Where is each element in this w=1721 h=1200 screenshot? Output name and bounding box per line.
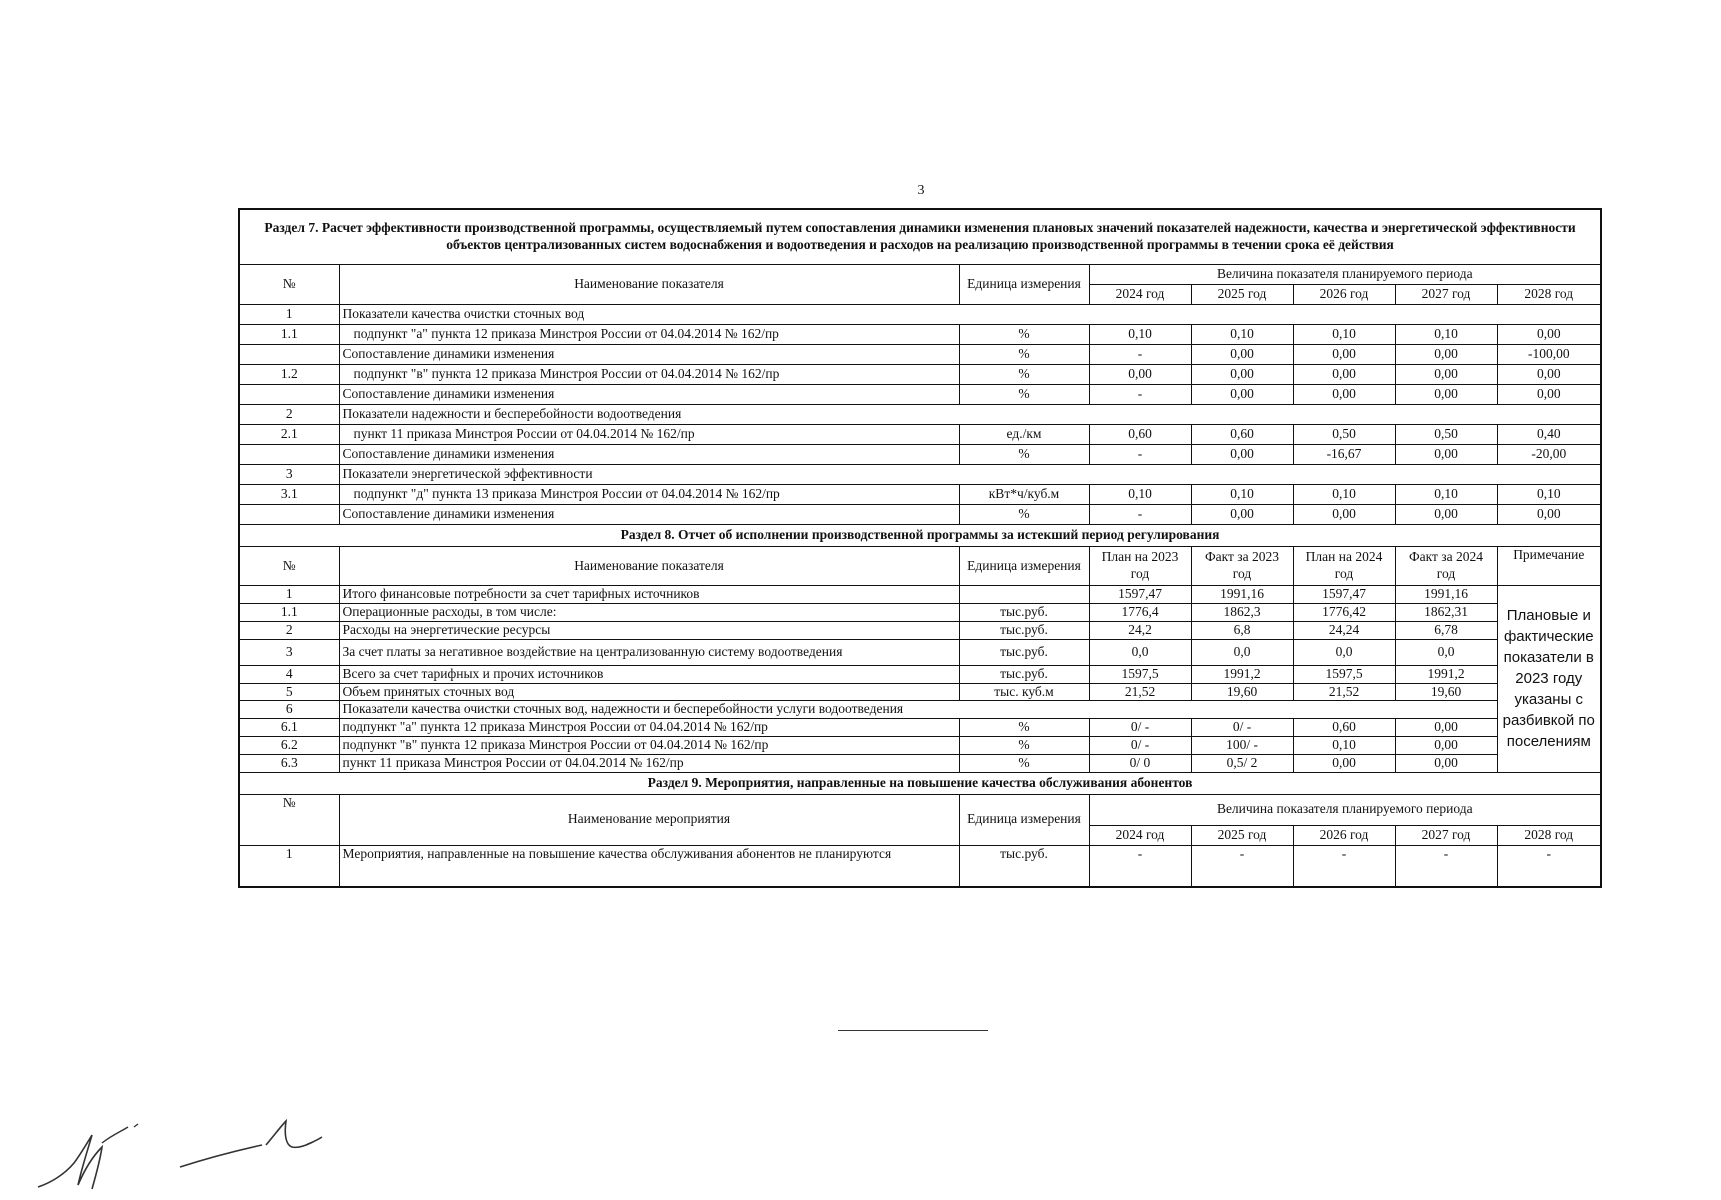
- row-value: 0/ -: [1089, 719, 1191, 737]
- row-value: 0,00: [1497, 325, 1601, 345]
- row-num: 4: [239, 665, 339, 683]
- table-row: [239, 425, 1601, 445]
- row-num: 1: [239, 845, 339, 887]
- row-unit: %: [959, 365, 1089, 385]
- row-value: 21,52: [1089, 683, 1191, 701]
- header-name: Наименование показателя: [339, 547, 959, 586]
- table-row: [239, 385, 1601, 405]
- row-value: 0,60: [1191, 425, 1293, 445]
- row-value: -: [1293, 845, 1395, 887]
- row-num: 1.1: [239, 325, 339, 345]
- header-unit: Единица измерения: [959, 265, 1089, 305]
- row-value: 0,0: [1089, 639, 1191, 665]
- table-row: [239, 755, 1601, 773]
- row-value: 1991,2: [1191, 665, 1293, 683]
- row-num: 3.1: [239, 485, 339, 505]
- row-unit: %: [959, 719, 1089, 737]
- table-row: [239, 505, 1601, 525]
- row-value: 0,10: [1395, 325, 1497, 345]
- row-value: 1597,5: [1089, 665, 1191, 683]
- section-7-title: Раздел 7. Расчет эффективности производственной программы, осуществляемый путем сопоставления динамики изменения плановых значений показателей надежности, качества и энергетической эффективности объектов централизованных систем водоснабжения и водоотведения и расходов на реализацию производственной программы в течении срока её действия: [239, 209, 1601, 265]
- row-value: 0,00: [1395, 365, 1497, 385]
- row-value: 0,10: [1089, 485, 1191, 505]
- row-value: 0,00: [1191, 385, 1293, 405]
- row-num: 6.2: [239, 737, 339, 755]
- row-num: 1: [239, 305, 339, 325]
- row-value: 1597,47: [1089, 586, 1191, 604]
- row-value: 1862,3: [1191, 603, 1293, 621]
- row-name: Операционные расходы, в том числе:: [339, 603, 959, 621]
- table-row: [239, 465, 1601, 485]
- row-value: 24,2: [1089, 621, 1191, 639]
- row-value: -16,67: [1293, 445, 1395, 465]
- row-num: 1: [239, 586, 339, 604]
- row-value: 0,00: [1293, 505, 1395, 525]
- row-name: Сопоставление динамики изменения: [339, 385, 959, 405]
- row-value: 0,00: [1497, 505, 1601, 525]
- table-row: [239, 405, 1601, 425]
- row-unit: %: [959, 345, 1089, 365]
- report-table: [238, 208, 1602, 888]
- row-value: -: [1089, 385, 1191, 405]
- table-row: [239, 683, 1601, 701]
- group-title: Показатели качества очистки сточных вод, надежности и бесперебойности услуги водоотведения: [339, 701, 1497, 719]
- table-row: [239, 586, 1601, 604]
- row-value: 0,00: [1293, 365, 1395, 385]
- row-unit: %: [959, 505, 1089, 525]
- row-num: 6: [239, 701, 339, 719]
- row-num: 1.2: [239, 365, 339, 385]
- section-9-body: [239, 845, 1601, 887]
- row-value: 24,24: [1293, 621, 1395, 639]
- row-value: 0,00: [1395, 445, 1497, 465]
- header-num: №: [239, 547, 339, 586]
- report-table-container: [238, 208, 1600, 888]
- row-unit: тыс.руб.: [959, 639, 1089, 665]
- header-num: №: [239, 794, 339, 845]
- row-num: 5: [239, 683, 339, 701]
- row-value: 0,10: [1089, 325, 1191, 345]
- row-value: 21,52: [1293, 683, 1395, 701]
- row-value: 0,00: [1395, 719, 1497, 737]
- row-value: 0,00: [1191, 365, 1293, 385]
- row-unit: %: [959, 737, 1089, 755]
- note-cell: Плановые и фактические показатели в 2023 году указаны с разбивкой по поселениям: [1497, 586, 1601, 773]
- row-value: 1597,47: [1293, 586, 1395, 604]
- row-value: 0,00: [1089, 365, 1191, 385]
- header-name: Наименование показателя: [339, 265, 959, 305]
- row-value: 0,00: [1191, 445, 1293, 465]
- row-value: 100/ -: [1191, 737, 1293, 755]
- footer-rule: [838, 1030, 988, 1031]
- header-year: 2025 год: [1191, 825, 1293, 845]
- row-value: 1776,4: [1089, 603, 1191, 621]
- row-value: 1776,42: [1293, 603, 1395, 621]
- header-unit: Единица измерения: [959, 547, 1089, 586]
- row-name: подпункт "в" пункта 12 приказа Минстроя России от 04.04.2014 № 162/пр: [339, 737, 959, 755]
- row-name: подпункт "д" пункта 13 приказа Минстроя России от 04.04.2014 № 162/пр: [339, 485, 959, 505]
- row-value: 0,00: [1395, 345, 1497, 365]
- header-year: 2026 год: [1293, 825, 1395, 845]
- row-value: 6,8: [1191, 621, 1293, 639]
- row-num: [239, 385, 339, 405]
- row-unit: тыс.руб.: [959, 603, 1089, 621]
- row-value: -: [1191, 845, 1293, 887]
- row-unit: [959, 586, 1089, 604]
- row-value: 1991,16: [1191, 586, 1293, 604]
- row-unit: тыс.руб.: [959, 621, 1089, 639]
- row-value: 0,10: [1293, 485, 1395, 505]
- table-row: [239, 737, 1601, 755]
- header-year: 2028 год: [1497, 825, 1601, 845]
- section-8-title: Раздел 8. Отчет об исполнении производственной программы за истекший период регулирования: [239, 525, 1601, 547]
- header-year: 2027 год: [1395, 285, 1497, 305]
- row-name: Сопоставление динамики изменения: [339, 345, 959, 365]
- row-value: 0,10: [1293, 325, 1395, 345]
- group-title: Показатели качества очистки сточных вод: [339, 305, 1601, 325]
- section-7-body: [239, 305, 1601, 525]
- row-value: 0,10: [1395, 485, 1497, 505]
- table-row: [239, 639, 1601, 665]
- header-unit: Единица измерения: [959, 794, 1089, 845]
- row-value: 0,60: [1293, 719, 1395, 737]
- row-num: 6.3: [239, 755, 339, 773]
- row-unit: кВт*ч/куб.м: [959, 485, 1089, 505]
- row-value: 1991,16: [1395, 586, 1497, 604]
- row-name: Всего за счет тарифных и прочих источников: [339, 665, 959, 683]
- row-value: 0/ -: [1089, 737, 1191, 755]
- row-value: 0,00: [1395, 505, 1497, 525]
- row-value: 0,10: [1191, 325, 1293, 345]
- row-unit: тыс. куб.м: [959, 683, 1089, 701]
- row-name: Объем принятых сточных вод: [339, 683, 959, 701]
- row-num: 2: [239, 405, 339, 425]
- header-year: 2025 год: [1191, 285, 1293, 305]
- row-unit: ед./км: [959, 425, 1089, 445]
- row-value: 0/ -: [1191, 719, 1293, 737]
- header-note: Примечание: [1497, 547, 1601, 586]
- table-row: [239, 603, 1601, 621]
- header-year: 2026 год: [1293, 285, 1395, 305]
- table-row: [239, 325, 1601, 345]
- row-value: -20,00: [1497, 445, 1601, 465]
- row-value: 0,00: [1395, 385, 1497, 405]
- section-8: [239, 525, 1601, 586]
- row-num: 2: [239, 621, 339, 639]
- row-value: -: [1089, 845, 1191, 887]
- row-value: -: [1089, 505, 1191, 525]
- table-row: [239, 845, 1601, 887]
- row-unit: %: [959, 385, 1089, 405]
- row-value: 0,0: [1293, 639, 1395, 665]
- row-value: -100,00: [1497, 345, 1601, 365]
- row-name: подпункт "а" пункта 12 приказа Минстроя России от 04.04.2014 № 162/пр: [339, 325, 959, 345]
- row-num: [239, 505, 339, 525]
- header-plan-2023: План на 2023 год: [1089, 547, 1191, 586]
- table-row: [239, 485, 1601, 505]
- section-9-title: Раздел 9. Мероприятия, направленные на повышение качества обслуживания абонентов: [239, 772, 1601, 794]
- row-name: Мероприятия, направленные на повышение качества обслуживания абонентов не планируются: [339, 845, 959, 887]
- group-title: Показатели энергетической эффективности: [339, 465, 1601, 485]
- row-name: пункт 11 приказа Минстроя России от 04.04.2014 № 162/пр: [339, 425, 959, 445]
- page-number: 3: [917, 183, 925, 198]
- header-year: 2024 год: [1089, 285, 1191, 305]
- row-value: -: [1089, 345, 1191, 365]
- table-row: [239, 305, 1601, 325]
- row-name: Расходы на энергетические ресурсы: [339, 621, 959, 639]
- group-title: Показатели надежности и бесперебойности водоотведения: [339, 405, 1601, 425]
- row-value: 0,00: [1395, 737, 1497, 755]
- row-name: Итого финансовые потребности за счет тарифных источников: [339, 586, 959, 604]
- row-value: 0,50: [1395, 425, 1497, 445]
- header-year: 2028 год: [1497, 285, 1601, 305]
- row-value: 1597,5: [1293, 665, 1395, 683]
- row-value: 0,5/ 2: [1191, 755, 1293, 773]
- row-num: 1.1: [239, 603, 339, 621]
- row-value: 19,60: [1191, 683, 1293, 701]
- table-row: [239, 345, 1601, 365]
- row-value: 1991,2: [1395, 665, 1497, 683]
- row-value: 0,00: [1191, 505, 1293, 525]
- row-name: Сопоставление динамики изменения: [339, 505, 959, 525]
- row-num: 2.1: [239, 425, 339, 445]
- row-unit: %: [959, 755, 1089, 773]
- row-unit: %: [959, 445, 1089, 465]
- row-value: -: [1089, 445, 1191, 465]
- row-value: 0/ 0: [1089, 755, 1191, 773]
- row-value: 0,10: [1191, 485, 1293, 505]
- row-value: 0,00: [1191, 345, 1293, 365]
- row-value: 6,78: [1395, 621, 1497, 639]
- table-row: [239, 719, 1601, 737]
- row-num: 6.1: [239, 719, 339, 737]
- section-9: [239, 772, 1601, 845]
- row-value: 0,00: [1497, 385, 1601, 405]
- header-num: №: [239, 265, 339, 305]
- header-plan-2024: План на 2024 год: [1293, 547, 1395, 586]
- row-value: 0,0: [1191, 639, 1293, 665]
- row-value: 0,00: [1293, 755, 1395, 773]
- row-num: [239, 345, 339, 365]
- row-name: Сопоставление динамики изменения: [339, 445, 959, 465]
- row-num: 3: [239, 639, 339, 665]
- row-value: 1862,31: [1395, 603, 1497, 621]
- table-row: [239, 365, 1601, 385]
- row-name: подпункт "в" пункта 12 приказа Минстроя России от 04.04.2014 № 162/пр: [339, 365, 959, 385]
- section-7: [239, 209, 1601, 305]
- row-value: 19,60: [1395, 683, 1497, 701]
- header-fact-2024: Факт за 2024 год: [1395, 547, 1497, 586]
- row-value: 0,00: [1497, 365, 1601, 385]
- header-year: 2027 год: [1395, 825, 1497, 845]
- row-unit: тыс.руб.: [959, 845, 1089, 887]
- header-period: Величина показателя планируемого периода: [1089, 794, 1601, 825]
- section-8-body: [239, 586, 1601, 773]
- row-num: 3: [239, 465, 339, 485]
- row-value: -: [1497, 845, 1601, 887]
- row-name: За счет платы за негативное воздействие на централизованную систему водоотведения: [339, 639, 959, 665]
- row-unit: тыс.руб.: [959, 665, 1089, 683]
- row-value: 0,60: [1089, 425, 1191, 445]
- row-value: 0,00: [1293, 385, 1395, 405]
- row-name: подпункт "а" пункта 12 приказа Минстроя России от 04.04.2014 № 162/пр: [339, 719, 959, 737]
- header-period: Величина показателя планируемого периода: [1089, 265, 1601, 285]
- header-fact-2023: Факт за 2023 год: [1191, 547, 1293, 586]
- row-value: 0,00: [1395, 755, 1497, 773]
- row-value: 0,40: [1497, 425, 1601, 445]
- row-name: пункт 11 приказа Минстроя России от 04.04.2014 № 162/пр: [339, 755, 959, 773]
- row-value: 0,0: [1395, 639, 1497, 665]
- header-year: 2024 год: [1089, 825, 1191, 845]
- table-row: [239, 665, 1601, 683]
- header-name: Наименование мероприятия: [339, 794, 959, 845]
- row-value: 0,00: [1293, 345, 1395, 365]
- row-value: 0,10: [1497, 485, 1601, 505]
- row-num: [239, 445, 339, 465]
- table-row: [239, 701, 1601, 719]
- table-row: [239, 621, 1601, 639]
- row-unit: %: [959, 325, 1089, 345]
- handwritten-signature: [30, 1105, 330, 1200]
- row-value: 0,10: [1293, 737, 1395, 755]
- row-value: -: [1395, 845, 1497, 887]
- row-value: 0,50: [1293, 425, 1395, 445]
- table-row: [239, 445, 1601, 465]
